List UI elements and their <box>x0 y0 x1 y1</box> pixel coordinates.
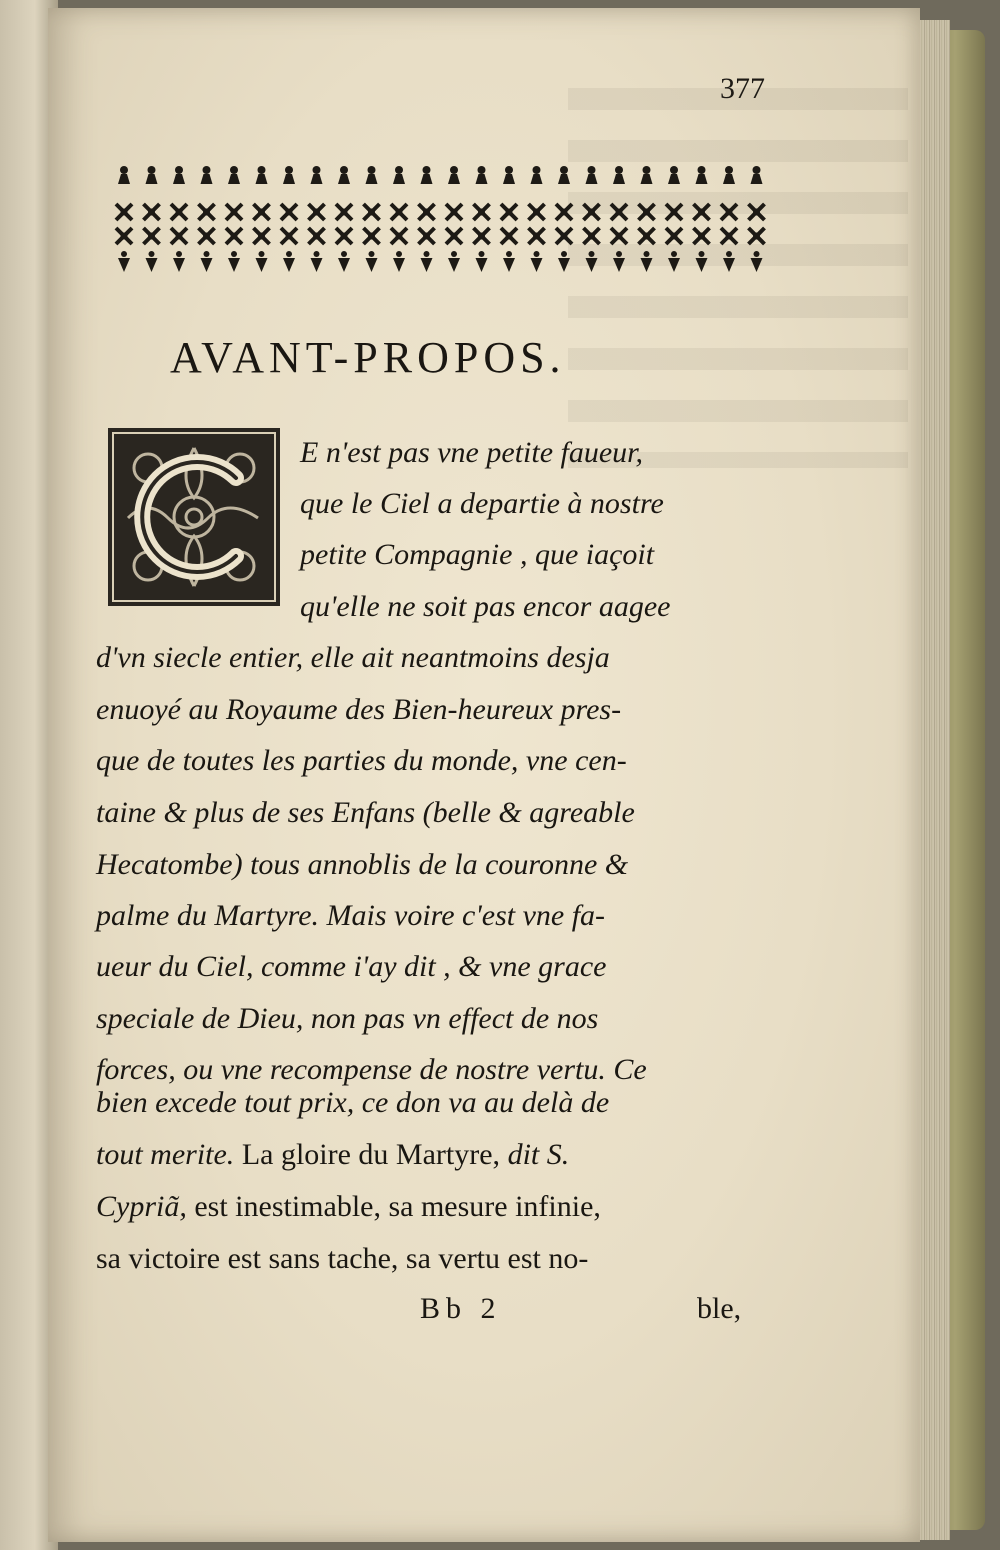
text-line-2: que le Ciel a departie à nostre <box>300 487 664 520</box>
catchword: ble, <box>697 1292 742 1325</box>
text-italic: Cypriã, <box>96 1190 187 1223</box>
text-line-12: speciale de Dieu, non pas vn effect de nos <box>96 1002 599 1035</box>
chapter-heading: AVANT-PROPOS. <box>170 333 566 382</box>
text-italic-2: dit S. <box>507 1138 570 1171</box>
page-number: 377 <box>720 72 765 105</box>
text-line-5: d'vn siecle entier, elle ait neantmoins desja <box>96 641 610 674</box>
text-line-16 <box>96 1190 601 1224</box>
text-line-4: qu'elle ne soit pas encor aagee <box>300 590 671 623</box>
text-line-11: ueur du Ciel, comme i'ay dit , & vne grace <box>96 950 607 983</box>
text-roman: La gloire du Martyre, <box>234 1138 508 1171</box>
text-line-15 <box>96 1138 569 1172</box>
text-line-9: Hecatombe) tous annoblis de la couronne & <box>96 848 629 881</box>
printer-signature-mark: Bb 2 <box>420 1292 502 1325</box>
text-line-10: palme du Martyre. Mais voire c'est vne fa- <box>96 899 606 932</box>
text-roman: sa victoire est sans tache, sa vertu est no- <box>96 1242 589 1275</box>
text-line-7: que de toutes les parties du monde, vne cen- <box>96 744 627 777</box>
text-line-13: forces, ou vne recompense de nostre vertu. Ce <box>96 1053 647 1086</box>
text-line-1: E n'est pas vne petite faueur, <box>300 436 644 469</box>
text-line-17 <box>96 1242 588 1276</box>
text-line-14: bien excede tout prix, ce don va au delà de <box>96 1086 610 1119</box>
text-line-6: enuoyé au Royaume des Bien-heureux pres- <box>96 693 622 726</box>
decorated-initial-c <box>8 328 280 606</box>
text-line-8: taine & plus de ses Enfans (belle & agreable <box>96 796 635 829</box>
text-italic-1: tout merite. <box>96 1138 235 1171</box>
fleuron-band-icon <box>108 160 780 280</box>
text-line-3: petite Compagnie , que iaçoit <box>300 538 655 571</box>
text-roman: est inestimable, sa mesure infinie, <box>186 1190 601 1223</box>
dropcap-letter: C <box>8 328 9 329</box>
